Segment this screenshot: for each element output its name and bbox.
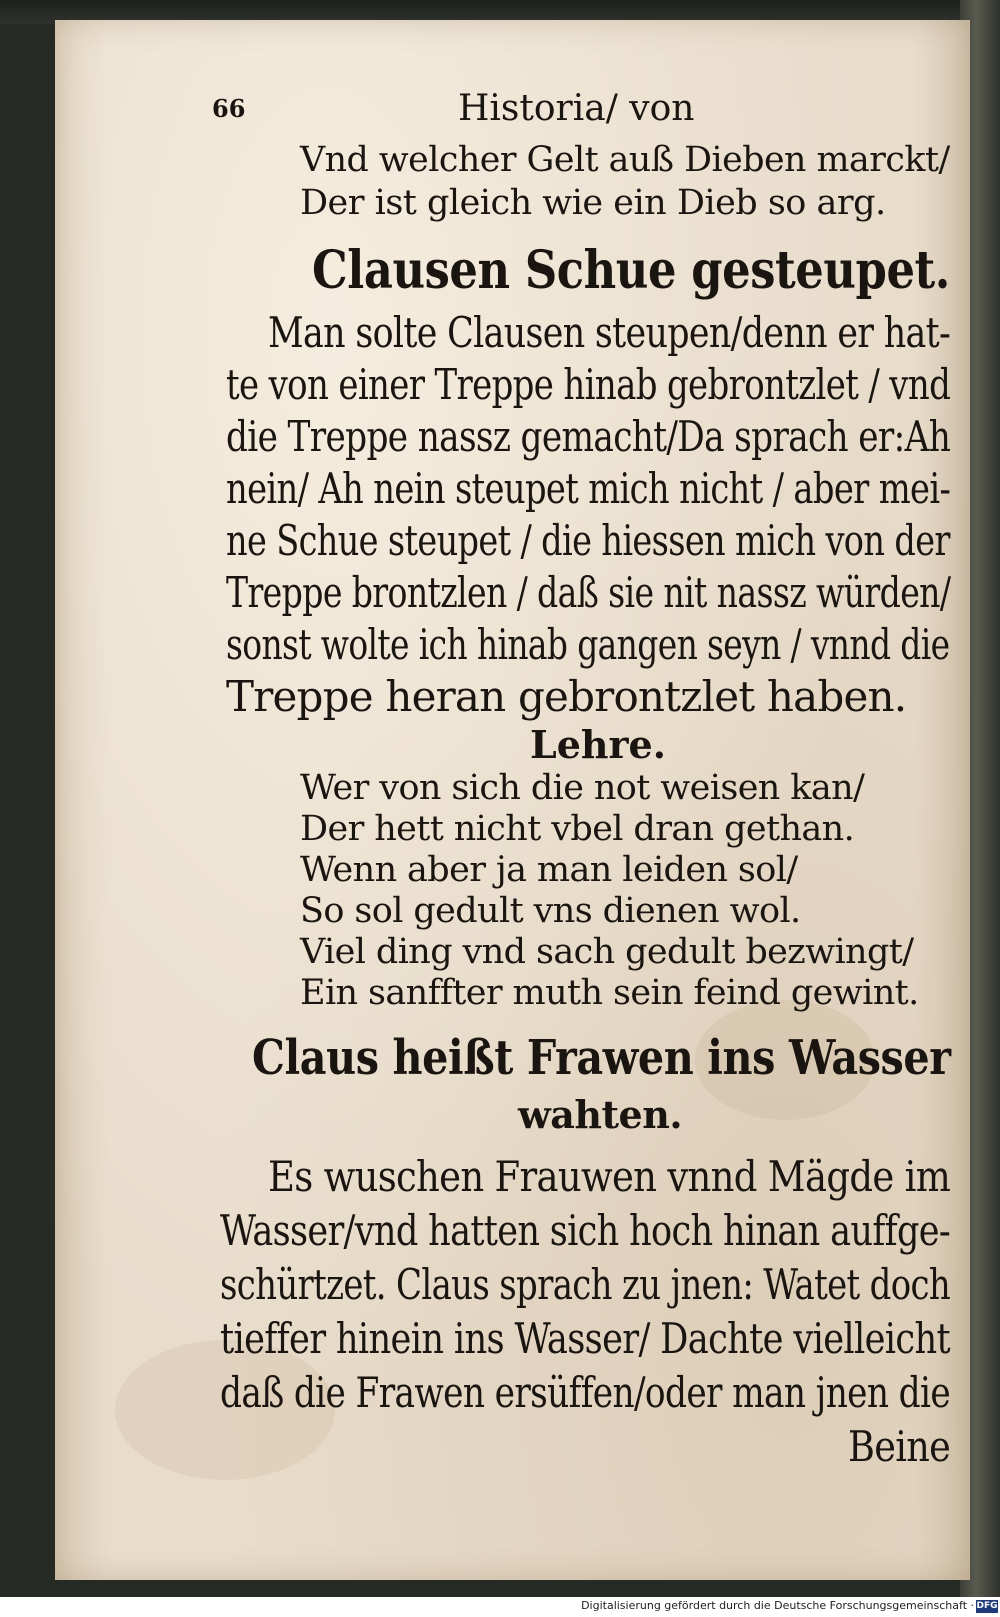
verse-line: Der hett nicht vbel dran gethan. [300, 809, 855, 849]
verse-line: So sol gedult vns dienen wol. [300, 891, 801, 931]
paragraph-line: Treppe heran gebrontzlet haben. [226, 672, 907, 721]
paragraph-line: ne Schue steupet / die hiessen mich von der [226, 516, 950, 565]
verse-line: Ein sanffter muth sein feind gewint. [300, 973, 919, 1013]
paragraph-line: nein/ Ah nein steupet mich nicht / aber mei- [226, 464, 951, 513]
catchword: Beine [848, 1422, 951, 1471]
paragraph-line: schürtzet. Claus sprach zu jnen: Watet doch [220, 1260, 951, 1309]
paragraph-line: te von einer Treppe hinab gebrontzlet / vnd [226, 360, 951, 409]
paragraph-line: tieffer hinein ins Wasser/ Dachte vielleicht [220, 1314, 950, 1363]
paragraph-line: Es wuschen Frauwen vnnd Mägde im [268, 1152, 951, 1201]
paragraph-line: Wasser/vnd hatten sich hoch hinan auffge- [220, 1206, 951, 1255]
paragraph-line: die Treppe nassz gemacht/Da sprach er:Ah [226, 412, 951, 461]
verse-line: Der ist gleich wie ein Dieb so arg. [300, 183, 886, 223]
running-head: Historia/ von [458, 88, 695, 129]
funding-credit: Digitalisierung gefördert durch die Deutsche Forschungsgemeinschaft · [581, 1599, 974, 1612]
folio-number: 66 [212, 94, 246, 123]
verse-line: Wenn aber ja man leiden sol/ [300, 850, 798, 890]
verse-line: Wer von sich die not weisen kan/ [300, 768, 865, 808]
verse-line: Viel ding vnd sach gedult bezwingt/ [300, 932, 914, 972]
paragraph-line: Man solte Clausen steupen/denn er hat- [268, 308, 951, 357]
paragraph-line: sonst wolte ich hinab gangen seyn / vnnd die [226, 620, 950, 669]
section-heading: Clausen Schue gesteupet. [312, 240, 950, 301]
section-heading-continued: wahten. [518, 1092, 683, 1137]
dfg-logo: DFG [976, 1601, 998, 1611]
paragraph-line: daß die Frawen ersüffen/oder man jnen die [220, 1368, 951, 1417]
section-heading: Claus heißt Frawen ins Wasser [252, 1030, 951, 1086]
lehre-heading: Lehre. [530, 722, 666, 767]
paragraph-line: Treppe brontzlen / daß sie nit nassz würden/ [226, 568, 951, 617]
verse-line: Vnd welcher Gelt auß Dieben marckt/ [300, 140, 950, 180]
